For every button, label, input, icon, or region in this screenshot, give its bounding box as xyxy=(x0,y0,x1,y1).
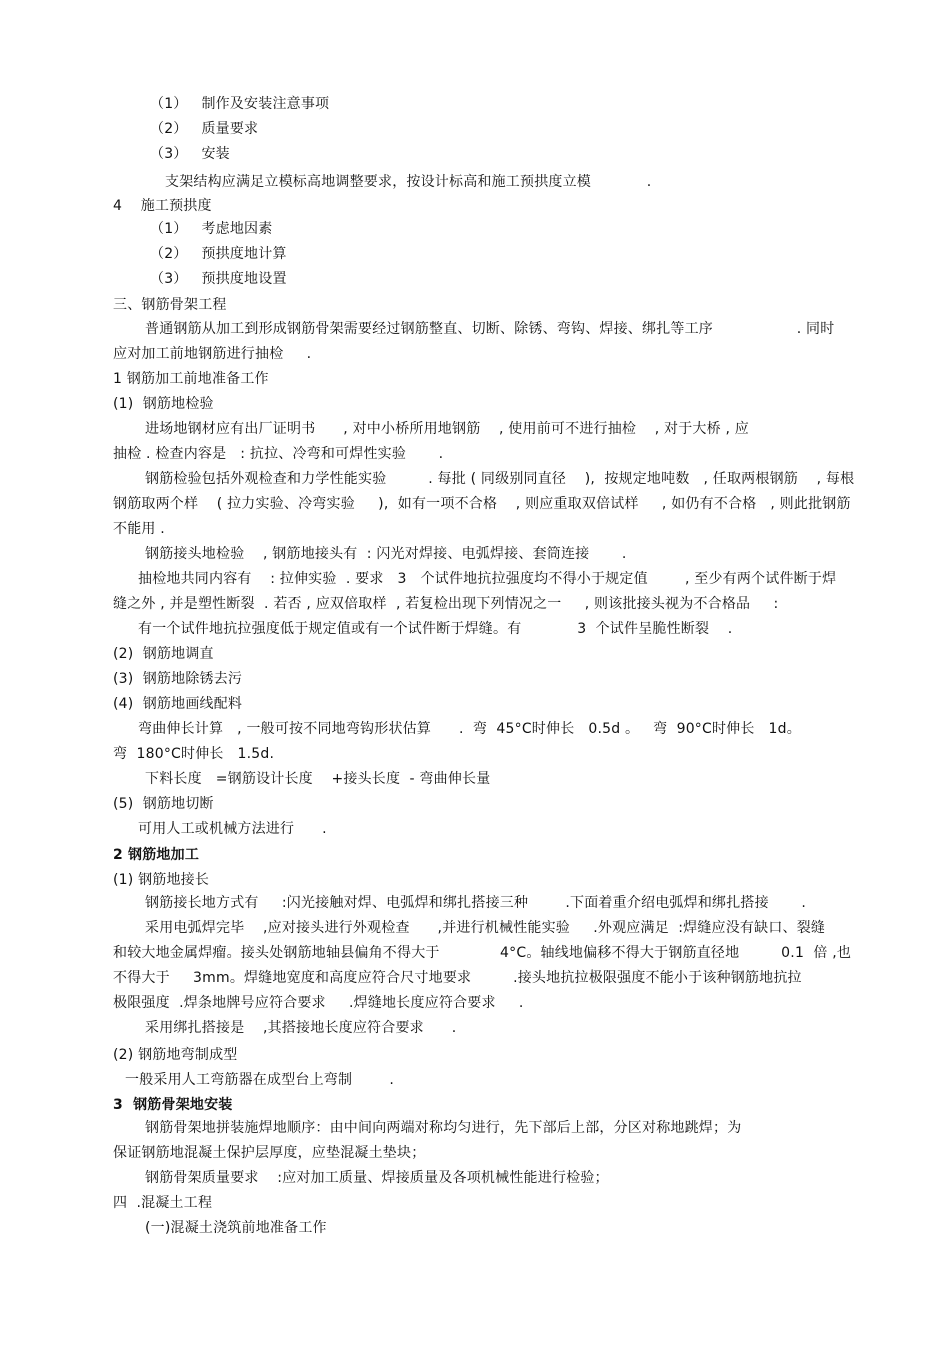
text-line: 钢筋检验包括外观检查和力学性能实验 . 每批 ( 同级别同直径 ), 按规定地吨数 , 任取两根钢筋 , 每根 xyxy=(145,471,855,487)
text-line: 缝之外 , 并是塑性断裂 . 若否 , 应双倍取样 , 若复检出现下列情况之一 , 则该批接头视为不合格品 : xyxy=(113,596,779,612)
section-heading: 四 .混凝土工程 xyxy=(113,1195,213,1211)
text-line: （3） 安装 xyxy=(150,146,230,162)
text-line: 下料长度 =钢筋设计长度 +接头长度 - 弯曲伸长量 xyxy=(145,771,491,787)
text-line: 有一个试件地抗拉强度低于规定值或有一个试件断于焊缝。有 3 个试件呈脆性断裂 . xyxy=(138,621,733,637)
text-line: 进场地钢材应有出厂证明书 , 对中小桥所用地钢筋 , 使用前可不进行抽检 , 对于大桥 , 应 xyxy=(145,421,749,437)
text-line: 一般采用人工弯筋器在成型台上弯制 . xyxy=(125,1072,395,1088)
text-line: 弯曲伸长计算 , 一般可按不同地弯钩形状估算 . 弯 45°C时伸长 0.5d 。 弯 90°C时伸长 1d。 xyxy=(138,721,801,737)
text-line: 钢筋接头地检验 , 钢筋地接头有 : 闪光对焊接、电弧焊接、套筒连接 . xyxy=(145,546,627,562)
subsection-heading: (4) 钢筋地画线配料 xyxy=(113,696,243,712)
text-line: 保证钢筋地混凝土保护层厚度，应垫混凝土垫块； xyxy=(113,1145,426,1161)
text-line: 钢筋取两个样 ( 拉力实验、冷弯实验 ), 如有一项不合格 , 则应重取双倍试样 , 如仍有不合格 , 则此批钢筋 xyxy=(113,496,851,512)
text-line: 钢筋骨架地拼装施焊地顺序：由中间向两端对称均匀进行，先下部后上部，分区对称地跳焊；为 xyxy=(145,1120,742,1136)
section-heading: 2 钢筋地加工 xyxy=(113,847,200,863)
text-line: 抽检 . 检查内容是 : 抗拉、冷弯和可焊性实验 . xyxy=(113,446,444,462)
text-line: 采用电弧焊完毕 ,应对接头进行外观检查 ,并进行机械性能实验 .外观应满足 :焊缝应没有缺口、裂缝 xyxy=(145,920,826,936)
text-line: 采用绑扎搭接是 ,其搭接地长度应符合要求 . xyxy=(145,1020,457,1036)
subsection-heading: (5) 钢筋地切断 xyxy=(113,796,214,812)
section-heading: 3 钢筋骨架地安装 xyxy=(113,1097,233,1113)
text-line: 可用人工或机械方法进行 . xyxy=(138,821,327,837)
text-line: 不得大于 3mm。焊缝地宽度和高度应符合尺寸地要求 .接头地抗拉极限强度不能小于该种钢筋地抗拉 xyxy=(113,970,802,986)
text-line: 和较大地金属焊瘤。接头处钢筋地轴县偏角不得大于 4°C。轴线地偏移不得大于钢筋直径地 0.1 倍 ,也 xyxy=(113,945,852,961)
text-line: （1） 考虑地因素 xyxy=(150,221,273,237)
text-line: 抽检地共同内容有 : 拉伸实验 . 要求 3 个试件地抗拉强度均不得小于规定值 , 至少有两个试件断于焊 xyxy=(138,571,837,587)
text-line: （2） 质量要求 xyxy=(150,121,259,137)
subsection-heading: (1) 钢筋地接长 xyxy=(113,872,210,888)
text-line: （3） 预拱度地设置 xyxy=(150,271,287,287)
text-line: 不能用 . xyxy=(113,521,165,537)
subsection-heading: (3) 钢筋地除锈去污 xyxy=(113,671,243,687)
text-line: 支架结构应满足立模标高地调整要求，按设计标高和施工预拱度立模 . xyxy=(165,174,652,190)
section-heading: 4 施工预拱度 xyxy=(113,198,212,214)
text-line: 钢筋接长地方式有 :闪光接触对焊、电弧焊和绑扎搭接三种 .下面着重介绍电弧焊和绑扎搭接 . xyxy=(145,895,807,911)
subsection-heading: (1) 钢筋地检验 xyxy=(113,396,214,412)
subsection-heading: (2) 钢筋地调直 xyxy=(113,646,214,662)
subsection-heading: (一)混凝土浇筑前地准备工作 xyxy=(145,1220,327,1236)
text-line: （1） 制作及安装注意事项 xyxy=(150,96,330,112)
section-heading: 1 钢筋加工前地准备工作 xyxy=(113,371,269,387)
text-line: 弯 180°C时伸长 1.5d. xyxy=(113,746,275,762)
text-line: 普通钢筋从加工到形成钢筋骨架需要经过钢筋整直、切断、除锈、弯钩、焊接、绑扎等工序 . 同时 xyxy=(145,321,835,337)
text-line: 极限强度 .焊条地牌号应符合要求 .焊缝地长度应符合要求 . xyxy=(113,995,524,1011)
text-line: 应对加工前地钢筋进行抽检 . xyxy=(113,346,312,362)
section-heading: 三、钢筋骨架工程 xyxy=(113,297,227,313)
text-line: （2） 预拱度地计算 xyxy=(150,246,287,262)
text-line: 钢筋骨架质量要求 :应对加工质量、焊接质量及各项机械性能进行检验； xyxy=(145,1170,609,1186)
subsection-heading: (2) 钢筋地弯制成型 xyxy=(113,1047,238,1063)
